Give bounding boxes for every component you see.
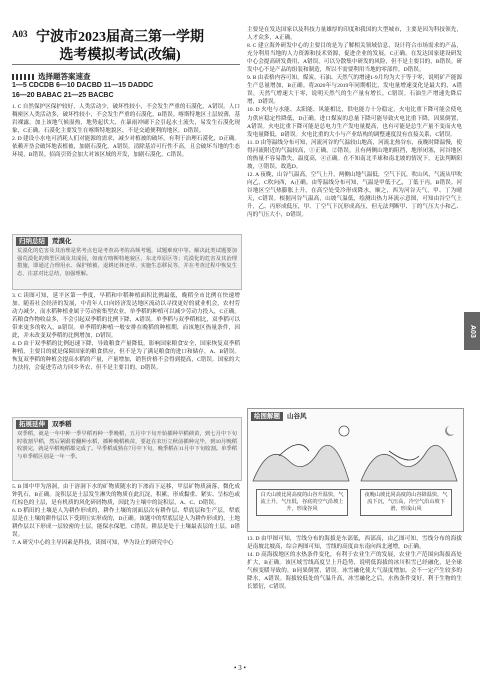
day-caption: 白天山坡比同高度的山谷升温快，气流上升，气压低，谷底的空气沿坡上升，形成谷风 bbox=[256, 489, 348, 516]
figure-title: 山谷风 bbox=[287, 413, 307, 420]
explanation-block-1: 1. C 自然保护区保护较好，人类活动少，破坏性较小，不会发生严重的石漠化，A错误。人口稠密区人类活动多，破坏性较小，不会发生严重的石漠化，B错误。喀斯特地区土层较薄，基岩裸露，加上该地气候湿热，地势起伏大，在暴雨冲刷下会引起水土流失，易发生石漠化现象，C正确。石漠化主要发生在喀斯特地貌区，不是交通便利的地区，D错误。 2. D 建设小水电可消耗人们对能源的需求，减少对植被的破坏，有利于治理石漠化，D正确。依赖开垦会破坏地表植被，加剧石漠化，A错误。清除基岩可行性不高，且会破坏当地的生态环境，B错误。招商引资会加大对该区域的开发，加剧石漠化，C错误。 bbox=[12, 104, 240, 159]
answer-row-1: 1—5 CDCDB 6—10 DACBD 11—15 DADDC bbox=[12, 82, 154, 89]
page-subtitle: 选考模拟考试(改编) bbox=[59, 48, 181, 63]
extension-body: 双季稻，就是一年中种一季早稻再种一季晚稻，五月中下旬开始插种早稻秧苗，到七月中下旬时收割早稻，然后紧跟着翻种水稻，插种晚稻秧苗，要赶在农历立秋前插种完毕，到10月晚稻收割完，就是早稻晚稻都完成了。早季稻成熟在7月中下旬，晚季稻在11月中下旬收割。单季稻与单季稻区别是一年一季。 bbox=[17, 431, 237, 460]
header-divider bbox=[12, 64, 240, 65]
night-caption: 夜晚山坡比同高度的山谷降温快，气流下沉，气压高，冷空气沿山坡下滑，形成山风 bbox=[360, 489, 452, 516]
extension-tag: 拓展延伸 bbox=[16, 420, 48, 429]
mountain-valley-wind-figure bbox=[247, 408, 464, 532]
summary-box bbox=[12, 234, 242, 290]
summary-title: 荒漠化 bbox=[52, 238, 72, 245]
extension-title: 双季稻 bbox=[52, 421, 72, 428]
summary-body: 荒漠化的危害及其治理是常考点也是考查高考的高频考题，试题难度中等。解决此类试题要加强荒漠化的典型区域及其成因，如南方喀斯特地貌区、东北草原区等；荒漠化的危害及其治理措施，即通过合理用水、保护植被、退耕还林还草、实施生态移民等，并在考查过程中恢复生态，注意对比总结，加强理解。 bbox=[17, 248, 237, 277]
answer-section-title: 选择题答案速查 bbox=[12, 71, 91, 82]
side-tab: A03 bbox=[464, 312, 480, 350]
page-title: 宁波市2023届高三第一学期 bbox=[36, 30, 204, 45]
page-number: • 3 • bbox=[234, 664, 246, 672]
extension-box bbox=[12, 417, 242, 481]
summary-tag: 归纳总结 bbox=[16, 237, 48, 246]
explanation-block-3: 5. B 图中甲为溶洞，由于溶洞下水的矿物质随水的下渗而下运移，甲层矿物质滴落，微化成钟乳石，B正确。淀积层是土层发生淋失的物质在此沉淀，积累，形成黏重、紧实、呈棕色或红棕色的土层，是有机质的风化碎屑物质，因此为土壤中的淀积层，A、C、D错误。 6. D 稻田的土壤是人为耕作形成的，耕作土壤的剖面层次有耕作层、犁底层和生产层，犁底层是在土壤的耕作层以下受到压实形成的，D正确。该题中的犁底层是人为耕作形成的，土地耕作层以下形成一层较密的土层，能保水保肥，C错误。耕层是处于土壤最表层的土层，B错误。 7. A 研究中心的主导因素是科技，读图可知，华为设立的研究中心 bbox=[12, 484, 240, 547]
explanation-block-2: 3. C 读图可知，延平区第一季度，早稻和中稻种植面积比例最低，晚稻全市比例在快速增加。随着社会经济的发展，中青年人口向经济发达地区流动以寻找更好的就业机会，农村劳动力减少，而水稻种植业属于劳动密集型农业，单季稻的种植可以减少劳动力投入，C正确。若粮食作物收益多，不会引起双季稻的比例下降，A错误。单季稻与双季稻相比，双季稻可以带来更多的收入，B错误。单季稻的种植一般安排在晚稻的种植期，而该地区热量条件，因此，并未改变双季稻的比例增加，D错误。 4. D 由于双季稻的比例迅速下降，导致粮食产量降低，影响国家粮食安全，国家恢复双季稻种植，主要目的就是保障国家的粮食供应，但不是为了满足粮食的进口和储存，A、B错误。恢复双季稻的种植会提高水稻的产量，产量增加，销售价格不会得到提高，C错误。国家的大力扶持，会促进劳动力回乡务农，但不是主要目的，D错误。 bbox=[12, 293, 240, 372]
valley-wind-illustration bbox=[249, 421, 462, 491]
figure-tag: 绘图解题 bbox=[251, 412, 283, 421]
explanation-right-block-1: 主要是在发达国家以及科技力量雄厚的印度和我国的大型城市，主要是因为科技领先，人才众多，A正确。 8. C 建立海外研发中心的主要目的是为了解相关领域信息，设计符合市场需求的产品，充分利用当地的人力资源和技术资源，促进企业的发展，C正确。在发达国家建设研发中心会提高研发费用，A错误。可以分散集中研发的风险，但不是主要目的，B错误。研发中心不是产品的组装和制造，所以不需要利用当地的零部件，D错误。 9. B 由表格内容可知，煤炭、石油、天然气的增速1-9月均为大于等于零，说明矿产能源生产总量增加，B正确。将2020年与2019年同期相比，发电量增速变化是最大的，A错误。天然气增速大于零，说明天然气的生产量有增长，C错误。石油生产增速先降后增，D错误。 10. D 火电与水能、太阳能、风能相比，供电能力十分稳定，火电比重下降可能会使电力供应稳定性降低，D正确。进口煤炭的总量下降可能导致火电比重下降，因果倒置，A错误。火电比重下降可能是总电力生产发电量提高，也有可能是总生产量不变而火电发电量降低，B错误。火电比重的大小与产业结构的调整速度没有直接关系，C错误。 11. D 由等温线分布可知，河流河谷的气温较山地高，河流北热谷东，夜晚时降温慢，使得河流附近的气温较高，①正确。②错误。且有两侧山地的阻挡，地形闭塞，河谷地区的热量不容易散失，温度高，④正确。在不知南北半球和南北坡的情况下，无法判断阳坡，③错误。故选D。 12. A 夜晚，山谷气温高，空气上升，两侧山地气温低，空气下沉，吹山风，气流从甲吹向乙，C吹向西，A正确。由等温线分布可知，气温是甲低于乙，丁低于丙，B错误。河谷地区空气热膨胀上升，在高空处受冷形成降水，顺之，西为河谷天气，甲、丁为晴天，C错误。根据河谷气温高，山坡气温低，绘测出热力环流示意图，可知由谷空气上升，乙、丙形成低压，甲、丁空气下沉形成高压，但无法判断甲、丁的气压大小和乙、丙的气压大小，D错误。 bbox=[247, 27, 462, 219]
paper-code: A03 bbox=[12, 29, 28, 39]
answer-row-2: 16—20 BABAC 21—25 BACBC bbox=[12, 92, 114, 99]
explanation-right-block-2: 13. D 由甲图可知，雪线分布的海拔是东部低，西部高，由乙图可知，雪线分布的海拔是南坡北坡高，综合两图可知，雪线的高度由东南向西北递增，D正确。 14. D 高海拔地区的水热条件变化，有利于农业生产的发展，农业生产范围向海拔高处扩大，B正确。该区域雪线高度呈上升趋势，说明低海拔的冰川积雪已经融化，是全球气候变暖导致的，B同果倒置，错误。冰雪融化使大气湿度增加，会不一定产生较多的降水，A错误。海拔较低处的气温升高，冰雪融化之后，水热条件变好，利于生物的生长繁衍，C错误。 bbox=[247, 536, 462, 591]
